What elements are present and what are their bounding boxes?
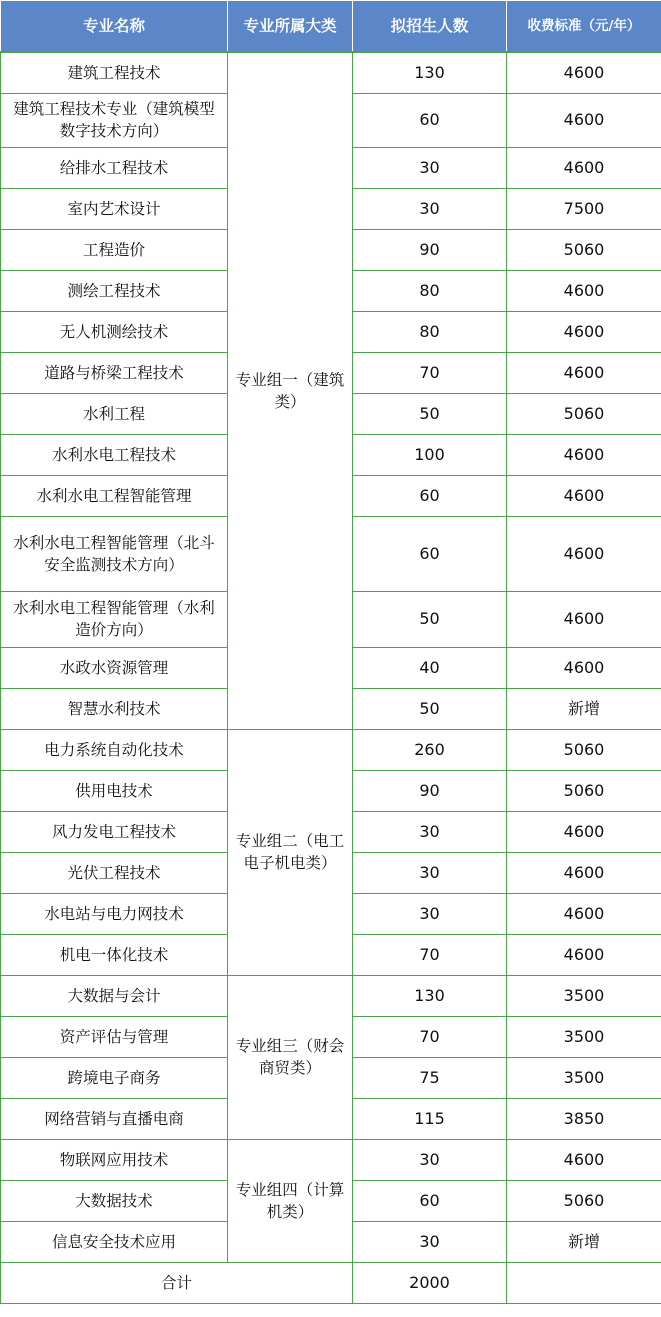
header-row (1, 1, 661, 53)
enrollment-count-cell: 70 (353, 1016, 507, 1057)
tuition-fee-cell: 4600 (507, 475, 661, 516)
category-cell: 专业组二（电工电子机电类） (228, 729, 353, 975)
major-name-cell: 电力系统自动化技术 (1, 729, 228, 770)
enrollment-count-cell: 60 (353, 93, 507, 147)
major-name-cell: 建筑工程技术专业（建筑模型数字技术方向） (1, 93, 228, 147)
enrollment-count-cell: 60 (353, 1180, 507, 1221)
major-name-cell: 测绘工程技术 (1, 270, 228, 311)
table-row (1, 1139, 661, 1180)
enrollment-count-cell: 100 (353, 434, 507, 475)
table-row (1, 52, 661, 93)
enrollment-count-cell: 70 (353, 352, 507, 393)
major-name-cell: 大数据与会计 (1, 975, 228, 1016)
tuition-fee-cell: 新增 (507, 1221, 661, 1262)
enrollment-count-cell: 75 (353, 1057, 507, 1098)
tuition-fee-cell: 4600 (507, 270, 661, 311)
tuition-fee-cell: 5060 (507, 229, 661, 270)
major-name-cell: 道路与桥梁工程技术 (1, 352, 228, 393)
category-cell: 专业组四（计算机类） (228, 1139, 353, 1262)
enrollment-count-cell: 130 (353, 975, 507, 1016)
enrollment-count-cell: 60 (353, 516, 507, 591)
tuition-fee-cell: 4600 (507, 311, 661, 352)
tuition-fee-cell: 4600 (507, 52, 661, 93)
tuition-fee-cell: 3850 (507, 1098, 661, 1139)
enrollment-count-cell: 30 (353, 1139, 507, 1180)
tuition-fee-cell: 5060 (507, 729, 661, 770)
enrollment-count-cell: 30 (353, 188, 507, 229)
enrollment-count-cell: 50 (353, 688, 507, 729)
tuition-fee-cell: 4600 (507, 811, 661, 852)
major-name-cell: 物联网应用技术 (1, 1139, 228, 1180)
major-name-cell: 大数据技术 (1, 1180, 228, 1221)
major-name-cell: 光伏工程技术 (1, 852, 228, 893)
enrollment-count-cell: 40 (353, 647, 507, 688)
major-name-cell: 供用电技术 (1, 770, 228, 811)
tuition-fee-cell: 4600 (507, 93, 661, 147)
major-name-cell: 建筑工程技术 (1, 52, 228, 93)
major-name-cell: 信息安全技术应用 (1, 1221, 228, 1262)
major-name-cell: 给排水工程技术 (1, 147, 228, 188)
tuition-fee-cell: 4600 (507, 591, 661, 647)
tuition-fee-cell: 4600 (507, 934, 661, 975)
major-name-cell: 工程造价 (1, 229, 228, 270)
major-name-cell: 跨境电子商务 (1, 1057, 228, 1098)
enrollment-count-cell: 130 (353, 52, 507, 93)
major-name-cell: 风力发电工程技术 (1, 811, 228, 852)
header-enrollment-count: 拟招生人数 (353, 1, 507, 53)
header-category: 专业所属大类 (228, 1, 353, 53)
tuition-fee-cell: 4600 (507, 1139, 661, 1180)
major-name-cell: 水利水电工程智能管理（水利造价方向） (1, 591, 228, 647)
total-row (1, 1262, 661, 1303)
total-count: 2000 (353, 1262, 507, 1303)
tuition-fee-cell: 5060 (507, 770, 661, 811)
tuition-fee-cell: 4600 (507, 434, 661, 475)
total-fee (507, 1262, 661, 1303)
tuition-fee-cell: 4600 (507, 893, 661, 934)
enrollment-count-cell: 70 (353, 934, 507, 975)
table-body (1, 52, 661, 1303)
enrollment-count-cell: 30 (353, 1221, 507, 1262)
header-tuition-fee: 收费标准（元/年） (507, 1, 661, 53)
tuition-fee-cell: 4600 (507, 516, 661, 591)
enrollment-count-cell: 90 (353, 229, 507, 270)
major-name-cell: 无人机测绘技术 (1, 311, 228, 352)
major-name-cell: 网络营销与直播电商 (1, 1098, 228, 1139)
major-name-cell: 水利水电工程智能管理（北斗安全监测技术方向） (1, 516, 228, 591)
enrollment-count-cell: 30 (353, 811, 507, 852)
table-row (1, 729, 661, 770)
category-cell: 专业组一（建筑类） (228, 52, 353, 729)
tuition-fee-cell: 4600 (507, 647, 661, 688)
major-name-cell: 水利水电工程技术 (1, 434, 228, 475)
major-name-cell: 资产评估与管理 (1, 1016, 228, 1057)
tuition-fee-cell: 4600 (507, 147, 661, 188)
tuition-fee-cell: 新增 (507, 688, 661, 729)
enrollment-count-cell: 80 (353, 311, 507, 352)
tuition-fee-cell: 4600 (507, 852, 661, 893)
enrollment-count-cell: 60 (353, 475, 507, 516)
enrollment-count-cell: 30 (353, 147, 507, 188)
tuition-fee-cell: 3500 (507, 1057, 661, 1098)
tuition-fee-cell: 4600 (507, 352, 661, 393)
enrollment-count-cell: 260 (353, 729, 507, 770)
total-label: 合计 (1, 1262, 353, 1303)
tuition-fee-cell: 5060 (507, 1180, 661, 1221)
header-major-name: 专业名称 (1, 1, 228, 53)
major-name-cell: 室内艺术设计 (1, 188, 228, 229)
enrollment-count-cell: 115 (353, 1098, 507, 1139)
tuition-fee-cell: 5060 (507, 393, 661, 434)
major-name-cell: 水电站与电力网技术 (1, 893, 228, 934)
major-name-cell: 智慧水利技术 (1, 688, 228, 729)
major-name-cell: 机电一体化技术 (1, 934, 228, 975)
tuition-fee-cell: 3500 (507, 1016, 661, 1057)
major-name-cell: 水利水电工程智能管理 (1, 475, 228, 516)
category-cell: 专业组三（财会商贸类） (228, 975, 353, 1139)
tuition-fee-cell: 3500 (507, 975, 661, 1016)
enrollment-count-cell: 90 (353, 770, 507, 811)
tuition-fee-cell: 7500 (507, 188, 661, 229)
enrollment-count-cell: 80 (353, 270, 507, 311)
enrollment-count-cell: 30 (353, 852, 507, 893)
enrollment-count-cell: 50 (353, 591, 507, 647)
table-row (1, 975, 661, 1016)
major-name-cell: 水政水资源管理 (1, 647, 228, 688)
major-name-cell: 水利工程 (1, 393, 228, 434)
enrollment-count-cell: 30 (353, 893, 507, 934)
enrollment-count-cell: 50 (353, 393, 507, 434)
